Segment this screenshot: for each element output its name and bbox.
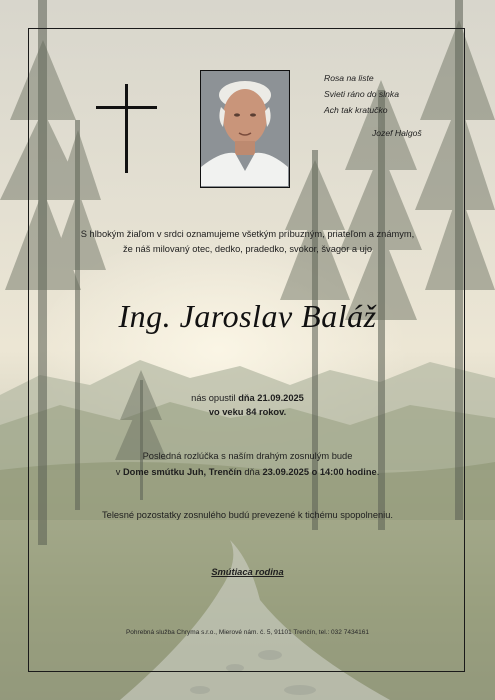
cross-icon — [125, 84, 128, 173]
poem-line: Ach tak kratučko — [324, 105, 388, 115]
death-info — [40, 391, 455, 419]
farewell-place: Dome smútku Juh, Trenčín — [122, 467, 242, 477]
intro-text — [40, 227, 455, 257]
cross-icon-bar — [96, 106, 157, 109]
funeral-service-footer: Pohrebná služba Chryma s.r.o., Mierové nám. č. 5, 91101 Trenčín, tel.: 032 7434161 — [125, 629, 370, 636]
remains-note: Telesné pozostatky zosnulého budú prevezené k tichému spopolneniu. — [102, 510, 393, 520]
farewell-mid: dňa — [241, 467, 263, 477]
poem-line: Svieti ráno do slnka — [324, 89, 399, 99]
death-prefix: nás opustil — [191, 393, 239, 403]
death-date: dňa 21.09.2025 — [238, 393, 304, 403]
death-age: vo veku 84 rokov. — [208, 407, 287, 417]
mourning-family: Smútiaca rodina — [211, 567, 284, 577]
intro-line: že náš milovaný otec, dedko, pradedko, svokor, švagor a ujo — [122, 244, 373, 254]
farewell-line: Posledná rozlúčka s naším drahým zosnulým bude — [142, 451, 353, 461]
farewell-info — [40, 448, 455, 480]
farewell-end: . — [376, 467, 380, 477]
portrait-photo — [200, 70, 290, 188]
poem-line: Rosa na liste — [324, 73, 374, 83]
deceased-name: Ing. Jaroslav Baláž — [118, 298, 377, 334]
poem-author: Jozef Halgoš — [372, 128, 422, 138]
poem — [324, 70, 399, 118]
intro-line: S hlbokým žiaľom v srdci oznamujeme všetkým príbuzným, priateľom a známym, — [80, 229, 415, 239]
farewell-datetime: 23.09.2025 o 14:00 hodine — [262, 467, 377, 477]
farewell-pre: v — [115, 467, 123, 477]
